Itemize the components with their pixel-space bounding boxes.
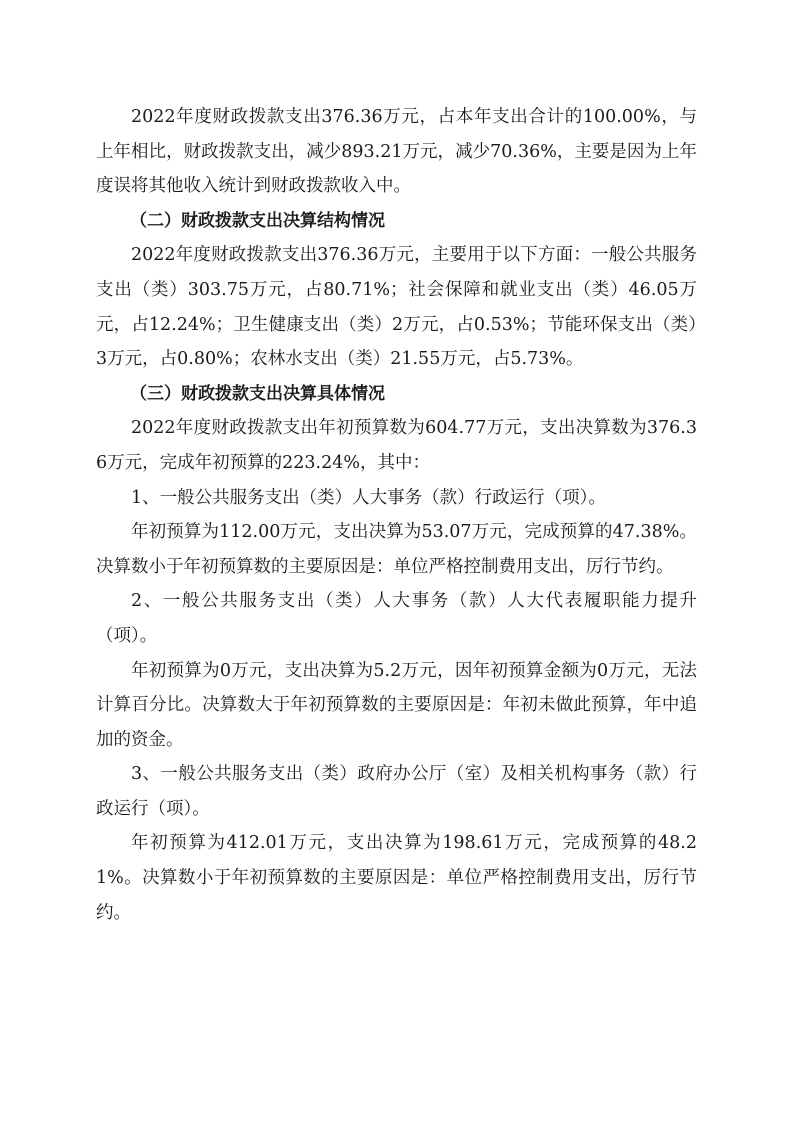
document-page	[96, 100, 697, 930]
item-3-body: 年初预算为412.01万元，支出决算为198.61万元，完成预算的48.21%。决算数小于年初预算数的主要原因是：单位严格控制费用支出，厉行节约。	[96, 833, 697, 923]
paragraph-details-summary: 2022年度财政拨款支出年初预算数为604.77万元，支出决算数为376.36万元，完成年初预算的223.24%，其中：	[96, 418, 697, 473]
item-1-body: 年初预算为112.00万元，支出决算为53.07万元，完成预算的47.38%。决算数小于年初预算数的主要原因是：单位严格控制费用支出，厉行节约。	[96, 522, 697, 577]
item-3-title: 3、一般公共服务支出（类）政府办公厅（室）及相关机构事务（款）行政运行（项）。	[96, 764, 697, 819]
item-1-title: 1、一般公共服务支出（类）人大事务（款）行政运行（项）。	[131, 487, 606, 508]
item-2-title: 2、一般公共服务支出（类）人大事务（款）人大代表履职能力提升（项）。	[96, 591, 697, 646]
paragraph-total-expenditure: 2022年度财政拨款支出376.36万元，占本年支出合计的100.00%，与上年相比，财政拨款支出，减少893.21万元，减少70.36%，主要是因为上年度误将其他收入统计到财政拨款收入中。	[96, 107, 697, 197]
item-2-body: 年初预算为0万元，支出决算为5.2万元，因年初预算金额为0万元，无法计算百分比。决算数大于年初预算数的主要原因是：年初未做此预算，年中追加的资金。	[96, 660, 697, 750]
section-heading-structure: （二）财政拨款支出决算结构情况	[130, 210, 385, 231]
section-heading-details: （三）财政拨款支出决算具体情况	[130, 383, 385, 404]
paragraph-structure: 2022年度财政拨款支出376.36万元，主要用于以下方面：一般公共服务支出（类）303.75万元，占80.71%；社会保障和就业支出（类）46.05万元，占12.24%；卫生健康支出（类）2万元，占0.53%；节能环保支出（类）3万元，占0.80%；农林水支出（类）21.55万元，占5.73%。	[96, 245, 697, 370]
